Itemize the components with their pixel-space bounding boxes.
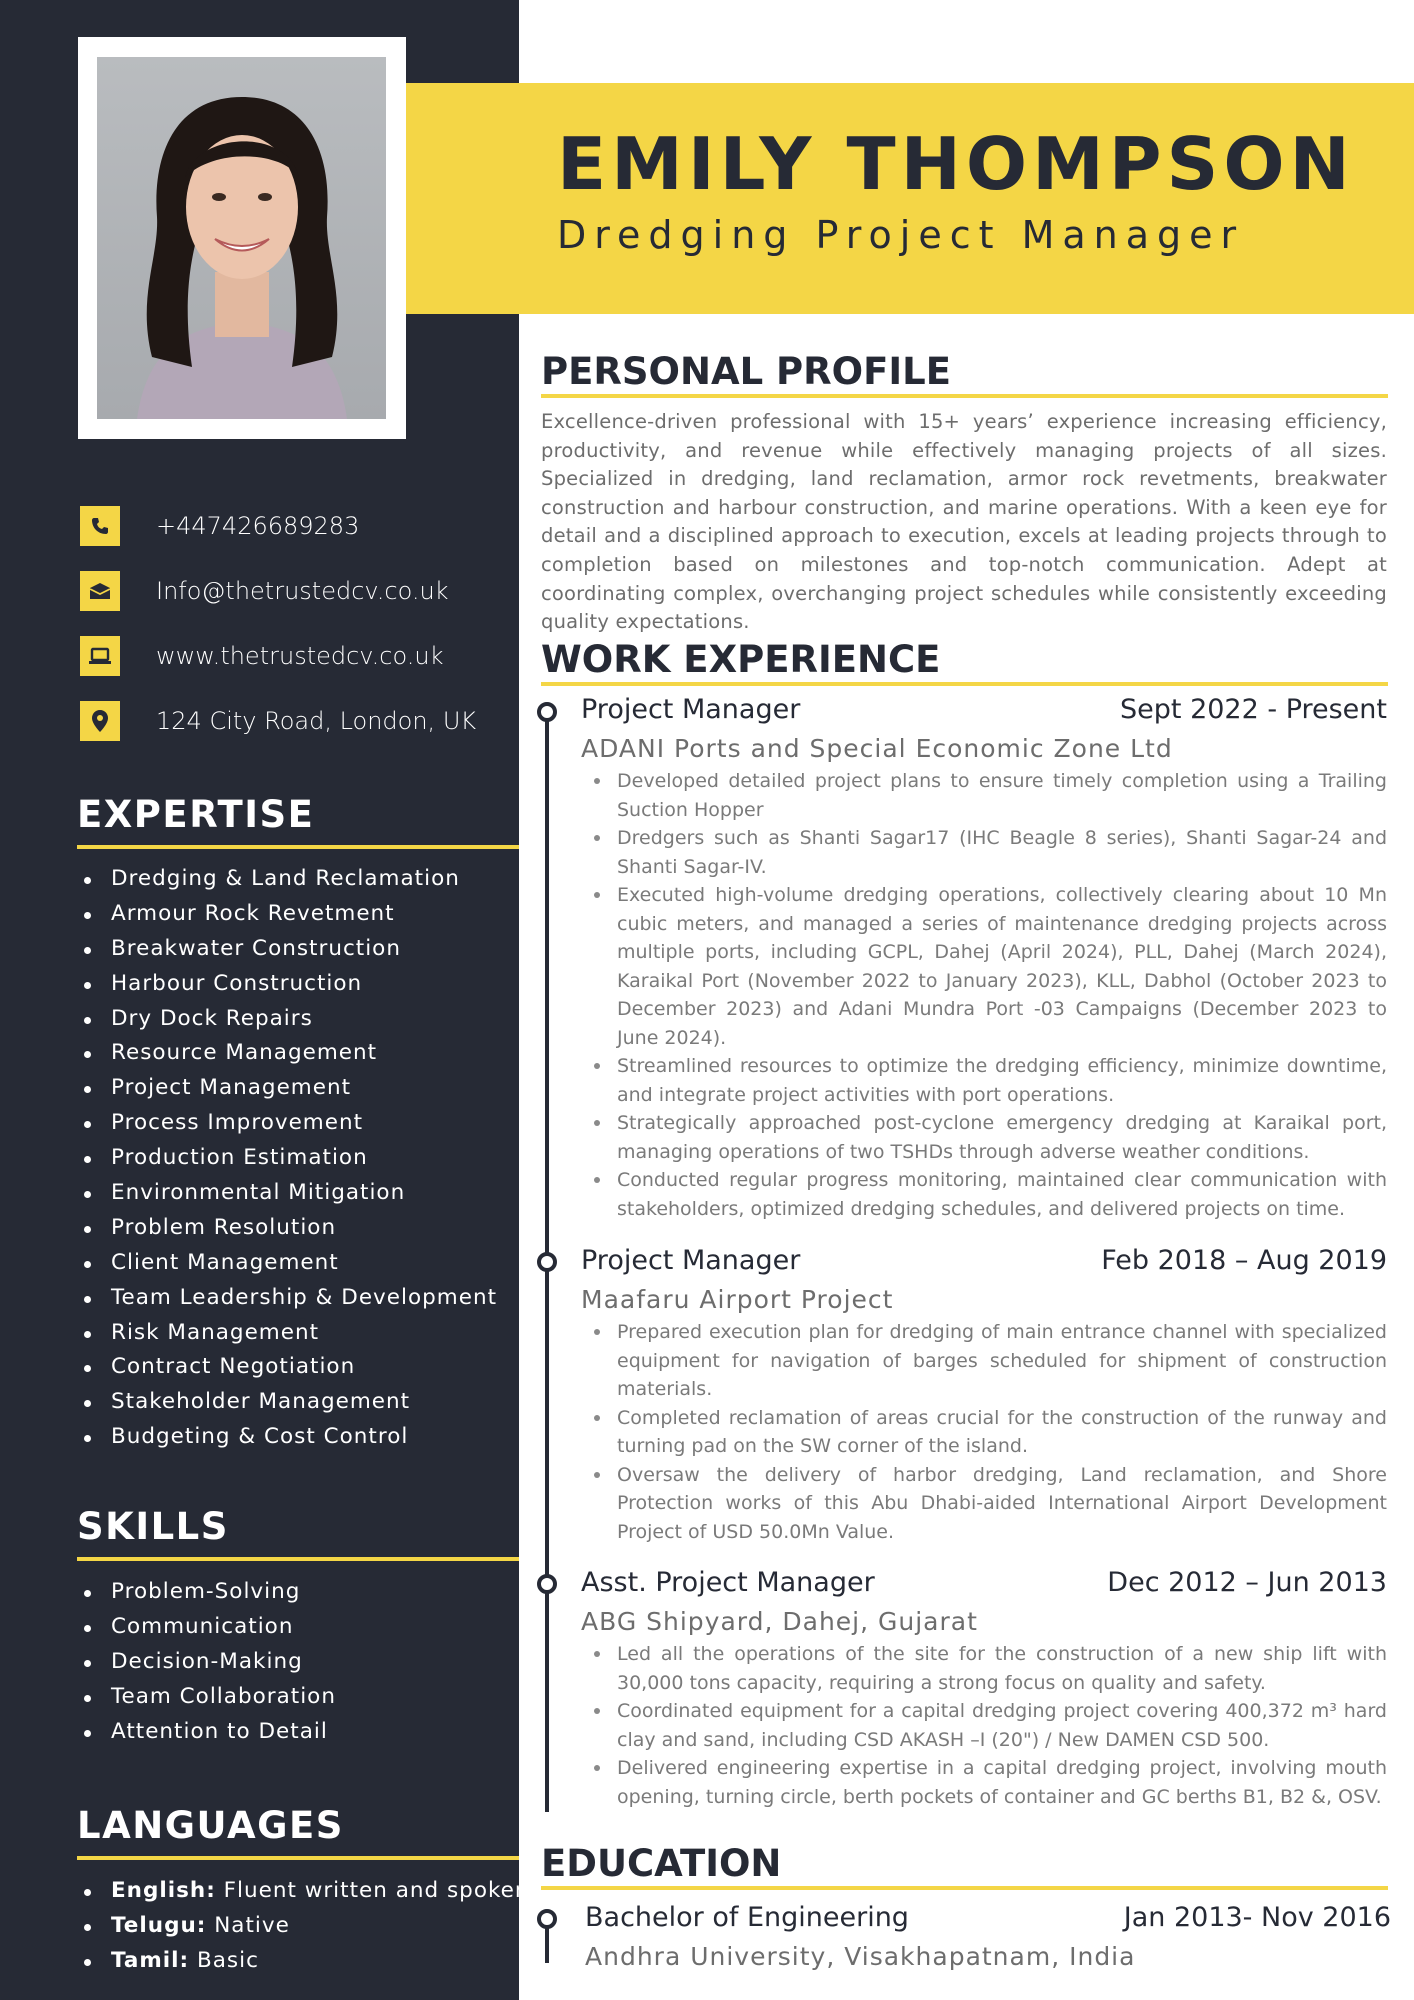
expertise-item: Breakwater Construction: [78, 932, 497, 967]
language-level: Fluent written and spoken: [215, 1878, 530, 1903]
skill-item: Decision-Making: [78, 1645, 336, 1680]
work-heading: WORK EXPERIENCE: [541, 638, 941, 681]
candidate-title: Dredging Project Manager: [557, 213, 1245, 257]
job-date: Dec 2012 – Jun 2013: [1107, 1567, 1387, 1598]
expertise-item: Contract Negotiation: [78, 1350, 497, 1385]
expertise-heading: EXPERTISE: [77, 793, 315, 836]
contact-website: [80, 636, 443, 676]
profile-photo: [97, 57, 386, 419]
language-item: [78, 1944, 530, 1979]
expertise-item: Client Management: [78, 1246, 497, 1281]
job-bullet: Coordinated equipment for a capital dredging project covering 400,372 m³ hard clay and sand, including CSD AKASH –I (20") / New DAMEN CSD 500.: [586, 1697, 1387, 1754]
expertise-item: Dry Dock Repairs: [78, 1002, 497, 1037]
job-date: Feb 2018 – Aug 2019: [1101, 1245, 1387, 1276]
contact-email: [80, 571, 449, 611]
job-bullet: Executed high-volume dredging operations, collectively clearing about 10 Mn cubic meters, and managed a series of maintenance dredging projects across multiple ports, including GCPL, Dahej (April 2024), PLL, Dahej (March 2024), Karaikal Port (November 2022 to January 2023), KLL, Dabhol (October 2023 to December 2023) and Adani Mundra Port -03 Campaigns (December 2023 to June 2024).: [586, 881, 1387, 1052]
expertise-item: Team Leadership & Development: [78, 1281, 497, 1316]
laptop-icon: [80, 636, 120, 676]
language-name: Tamil:: [111, 1947, 190, 1973]
skill-item: Attention to Detail: [78, 1715, 336, 1750]
timeline-dot: [537, 1574, 557, 1594]
skill-item: Communication: [78, 1610, 336, 1645]
languages-heading: LANGUAGES: [77, 1804, 344, 1847]
job-bullet: Streamlined resources to optimize the dredging efficiency, minimize downtime, and integrate project activities with port operations.: [586, 1052, 1387, 1109]
education-school: Andhra University, Visakhapatnam, India: [585, 1942, 1136, 1971]
timeline-dot: [537, 1252, 557, 1272]
job-bullet: Completed reclamation of areas crucial for the construction of the runway and turning pad on the SW corner of the island.: [586, 1404, 1387, 1461]
expertise-item: Dredging & Land Reclamation: [78, 862, 497, 897]
language-name: Telugu:: [111, 1912, 207, 1938]
expertise-item: Problem Resolution: [78, 1211, 497, 1246]
expertise-item: Resource Management: [78, 1036, 497, 1071]
expertise-item: Project Management: [78, 1071, 497, 1106]
education-date: Jan 2013- Nov 2016: [1123, 1902, 1391, 1933]
work-rule: [541, 682, 1388, 686]
skills-rule: [77, 1557, 519, 1561]
profile-heading: PERSONAL PROFILE: [541, 350, 951, 393]
job-bullet: Led all the operations of the site for the construction of a new ship lift with 30,000 tons capacity, requiring a strong focus on quality and safety.: [586, 1640, 1387, 1697]
job-bullets: [586, 1318, 1387, 1546]
profile-photo-frame: [78, 37, 406, 439]
email-text[interactable]: Info@thetrustedcv.co.uk: [156, 577, 449, 605]
address-text: 124 City Road, London, UK: [156, 707, 477, 735]
job-bullet: Conducted regular progress monitoring, maintained clear communication with stakeholders, optimized dredging schedules, and delivered projects on time.: [586, 1166, 1387, 1223]
expertise-item: Stakeholder Management: [78, 1385, 497, 1420]
job-bullet: Strategically approached post-cyclone emergency dredging at Karaikal port, managing operations of two TSHDs through adverse weather conditions.: [586, 1109, 1387, 1166]
expertise-list: [78, 862, 497, 1455]
job-bullets: [586, 767, 1387, 1223]
contact-phone: [80, 506, 359, 546]
expertise-item: Risk Management: [78, 1316, 497, 1351]
job-bullet: Oversaw the delivery of harbor dredging, Land reclamation, and Shore Protection works of this Abu Dhabi-aided International Airport Development Project of USD 50.0Mn Value.: [586, 1461, 1387, 1547]
skill-item: Problem-Solving: [78, 1575, 336, 1610]
job-company: Maafaru Airport Project: [581, 1285, 894, 1314]
language-level: Basic: [189, 1947, 259, 1973]
job-bullet: Prepared execution plan for dredging of main entrance channel with specialized equipment for navigation of barges scheduled for shipment of construction materials.: [586, 1318, 1387, 1404]
job-company: ABG Shipyard, Dahej, Gujarat: [581, 1607, 978, 1636]
job-bullets: [586, 1640, 1387, 1811]
job-bullet: Dredgers such as Shanti Sagar17 (IHC Beagle 8 series), Shanti Sagar-24 and Shanti Sagar-IV.: [586, 824, 1387, 881]
language-item: [78, 1909, 530, 1944]
language-level: Native: [206, 1912, 290, 1938]
job-title: Asst. Project Manager: [581, 1567, 875, 1598]
location-pin-icon: [80, 701, 120, 741]
skill-item: Team Collaboration: [78, 1680, 336, 1715]
envelope-icon: [80, 571, 120, 611]
language-item: [78, 1874, 530, 1909]
languages-rule: [77, 1856, 519, 1860]
education-degree: Bachelor of Engineering: [585, 1902, 909, 1933]
phone-icon: [80, 506, 120, 546]
expertise-item: Production Estimation: [78, 1141, 497, 1176]
candidate-name: EMILY THOMPSON: [557, 122, 1355, 206]
languages-list: [78, 1874, 530, 1979]
job-title: Project Manager: [581, 1245, 801, 1276]
timeline-dot: [537, 702, 557, 722]
profile-text: Excellence-driven professional with 15+ years’ experience increasing efficiency, productivity, and revenue while effectively managing projects of all sizes. Specialized in dredging, land reclamation, armor rock revetments, breakwater construction and harbour construction, and marine operations. With a keen eye for detail and a disciplined approach to execution, excels at leading projects through to completion based on milestones and top-notch communication. Adept at coordinating complex, overchanging project schedules while consistently exceeding quality expectations.: [541, 410, 1387, 634]
expertise-item: Armour Rock Revetment: [78, 897, 497, 932]
job-title: Project Manager: [581, 694, 801, 725]
contact-address: [80, 701, 476, 741]
expertise-rule: [77, 845, 519, 849]
job-date: Sept 2022 - Present: [1120, 694, 1387, 725]
job-company: ADANI Ports and Special Economic Zone Ltd: [581, 734, 1173, 763]
education-heading: EDUCATION: [541, 1842, 782, 1885]
education-rule: [541, 1886, 1388, 1890]
website-text[interactable]: www.thetrustedcv.co.uk: [156, 642, 444, 670]
job-bullet: Developed detailed project plans to ensure timely completion using a Trailing Suction Hopper: [586, 767, 1387, 824]
phone-text[interactable]: +447426689283: [156, 512, 360, 540]
timeline-dot: [537, 1909, 557, 1929]
profile-rule: [541, 394, 1388, 398]
skills-heading: SKILLS: [77, 1505, 229, 1548]
expertise-item: Environmental Mitigation: [78, 1176, 497, 1211]
expertise-item: Budgeting & Cost Control: [78, 1420, 497, 1455]
language-name: English:: [111, 1878, 216, 1903]
job-bullet: Delivered engineering expertise in a capital dredging project, involving mouth opening, turning circle, berth pockets of container and GC berths B1, B2 &, OSV.: [586, 1754, 1387, 1811]
skills-list: [78, 1575, 336, 1749]
expertise-item: Harbour Construction: [78, 967, 497, 1002]
expertise-item: Process Improvement: [78, 1106, 497, 1141]
